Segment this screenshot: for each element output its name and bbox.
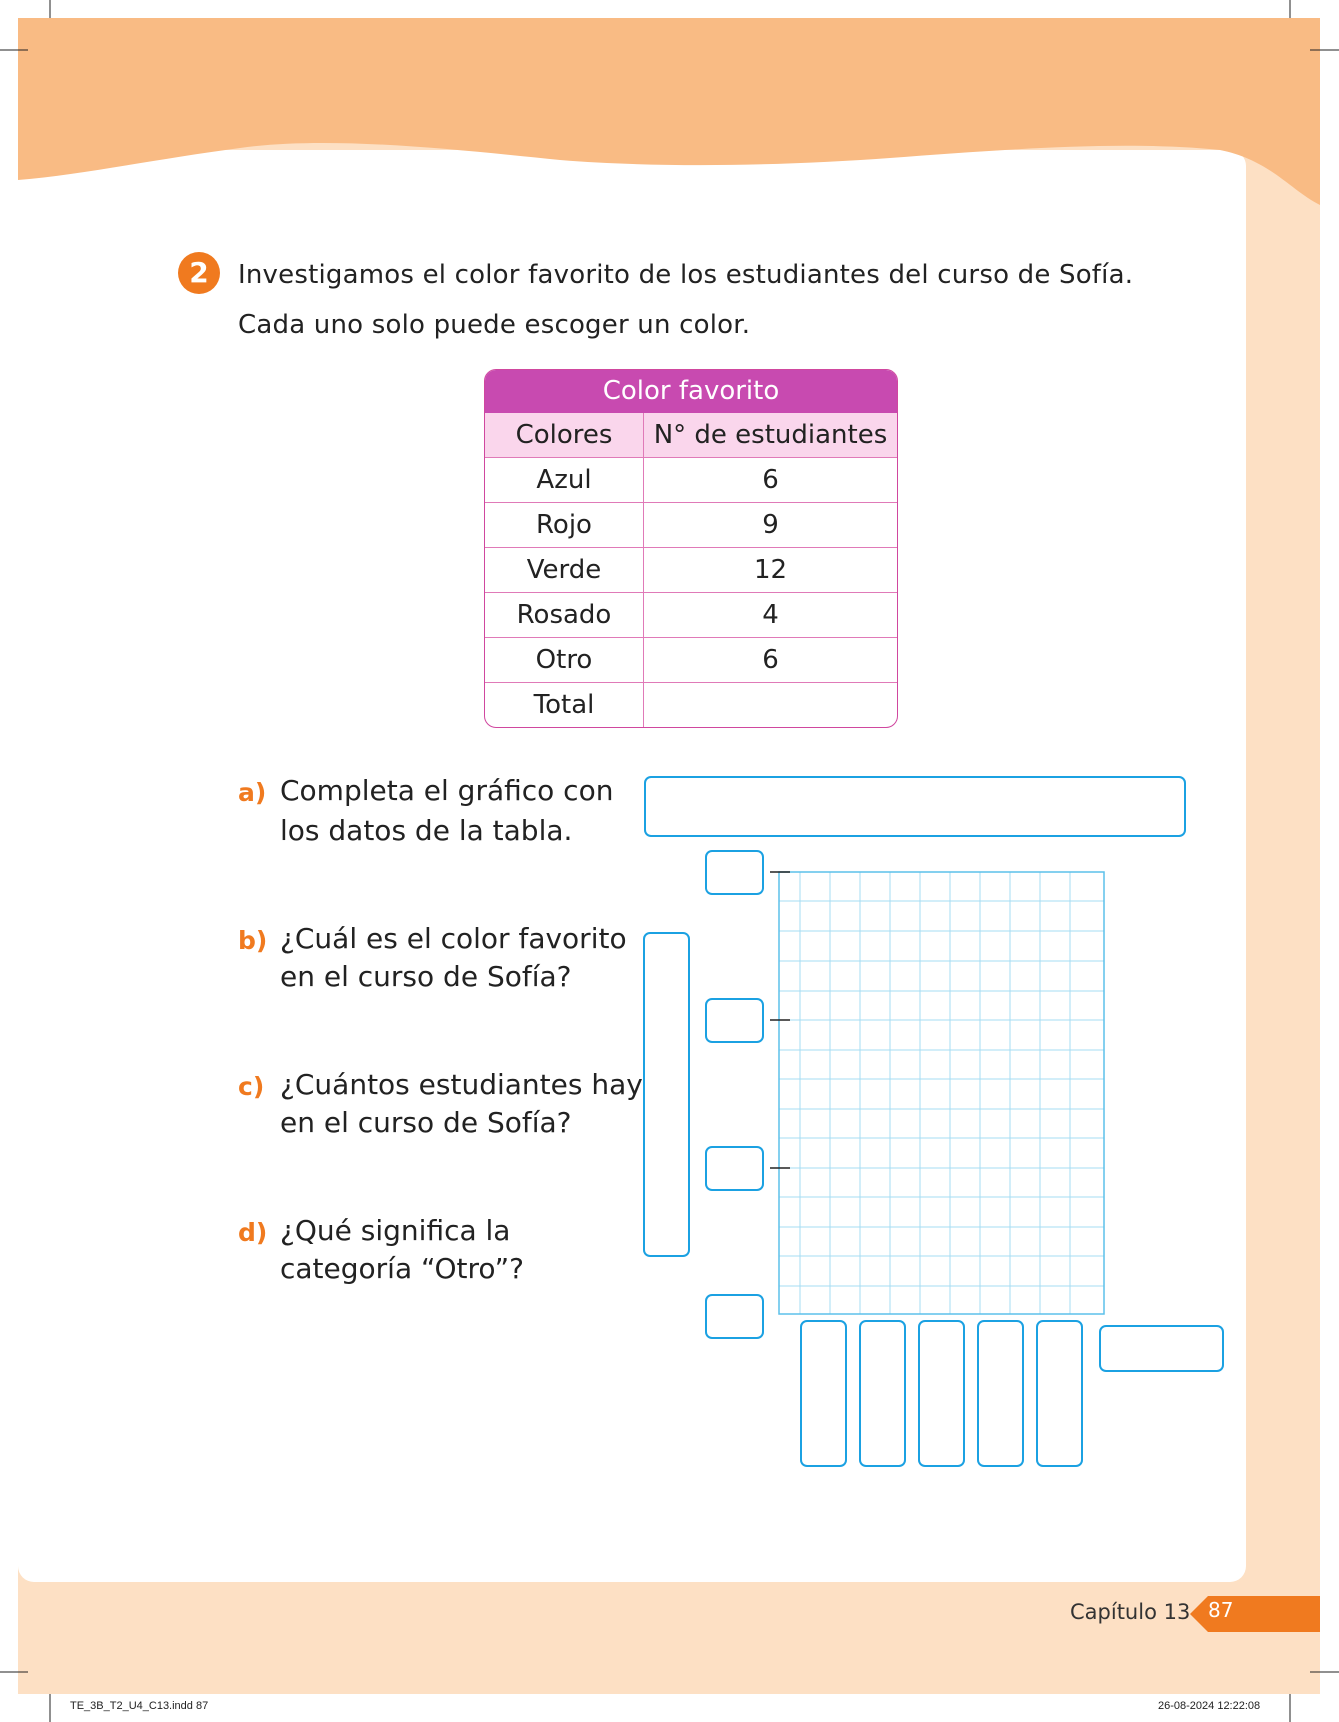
table-header-row: [485, 413, 897, 457]
question-text-line-1: Investigamos el color favorito de los estudiantes del curso de Sofía.: [238, 260, 1134, 290]
subquestion-c-letter: c): [238, 1072, 265, 1101]
x-category-answer-box[interactable]: [1036, 1320, 1083, 1467]
x-category-answer-box[interactable]: [918, 1320, 965, 1467]
y-tick-answer-box[interactable]: [705, 1146, 764, 1191]
y-tick-answer-box[interactable]: [705, 1294, 764, 1339]
subquestion-c-line-2: en el curso de Sofía?: [280, 1106, 572, 1139]
subquestion-a-line-2: los datos de la tabla.: [280, 814, 573, 847]
table-row: [485, 592, 897, 637]
y-tick-answer-box[interactable]: [705, 850, 764, 895]
table-cell-count: 4: [762, 600, 779, 630]
subquestion-d-line-2: categoría “Otro”?: [280, 1252, 524, 1285]
y-axis-ticks: [770, 872, 790, 1168]
subquestion-b-line-1: ¿Cuál es el color favorito: [280, 922, 627, 955]
table-cell-count: 12: [753, 555, 788, 585]
subquestion-a-letter: a): [238, 778, 267, 807]
table-cell-count: 6: [762, 645, 779, 675]
subquestion-a-line-1: Completa el gráfico con: [280, 774, 614, 807]
table-cell-color: Otro: [485, 638, 644, 682]
table-row: [485, 547, 897, 592]
file-slug: TE_3B_T2_U4_C13.indd 87: [70, 1700, 209, 1712]
subquestion-d-line-1: ¿Qué significa la: [280, 1214, 511, 1247]
table-row: [485, 457, 897, 502]
grid-frame: [779, 872, 1104, 1314]
subquestion-d-letter: d): [238, 1218, 268, 1247]
table-header-colors: Colores: [485, 413, 644, 457]
question-number-badge: 2: [178, 252, 220, 294]
chapter-label: Capítulo 13: [1070, 1600, 1191, 1624]
question-text-line-2: Cada uno solo puede escoger un color.: [238, 310, 751, 340]
x-category-answer-box[interactable]: [800, 1320, 847, 1467]
x-category-answer-box[interactable]: [977, 1320, 1024, 1467]
table-header-students: N° de estudiantes: [653, 420, 888, 450]
table-row: [485, 502, 897, 547]
table-cell-count: 6: [762, 465, 779, 495]
bar-chart-grid[interactable]: [770, 868, 1106, 1316]
table-total-row: [485, 682, 897, 727]
subquestion-b-line-2: en el curso de Sofía?: [280, 960, 572, 993]
table-title: Color favorito: [485, 370, 897, 413]
chart-title-answer-box[interactable]: [644, 776, 1186, 837]
table-cell-color: Rosado: [485, 593, 644, 637]
table-cell-color: Rojo: [485, 503, 644, 547]
table-cell-total-label: Total: [485, 683, 644, 727]
table-cell-total-value[interactable]: [644, 683, 897, 727]
grid-lines: [779, 872, 1104, 1314]
subquestion-c-line-1: ¿Cuántos estudiantes hay: [280, 1068, 643, 1101]
x-category-answer-box[interactable]: [859, 1320, 906, 1467]
x-axis-label-answer-box[interactable]: [1099, 1325, 1224, 1372]
date-slug: 26-08-2024 12:22:08: [1158, 1700, 1261, 1712]
y-axis-label-answer-box[interactable]: [643, 932, 690, 1257]
y-tick-answer-box[interactable]: [705, 998, 764, 1043]
table-cell-count: 9: [762, 510, 779, 540]
table-cell-color: Verde: [485, 548, 644, 592]
page-number: 87: [1208, 1598, 1234, 1622]
favorite-color-table: [484, 369, 898, 728]
table-row: [485, 637, 897, 682]
table-cell-color: Azul: [485, 458, 644, 502]
subquestion-b-letter: b): [238, 926, 268, 955]
